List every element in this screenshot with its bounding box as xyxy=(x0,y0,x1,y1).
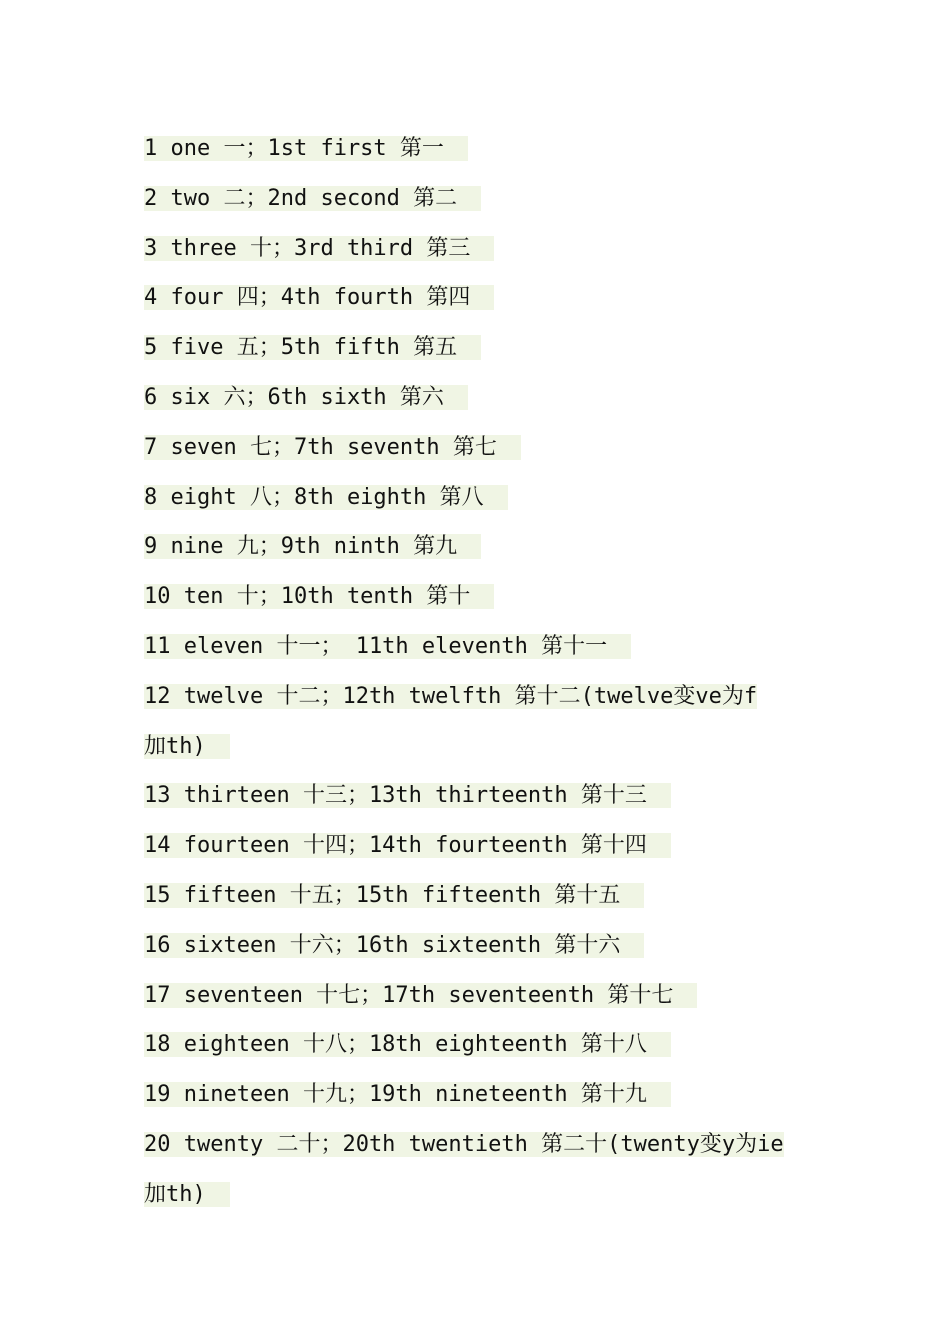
list-line xyxy=(144,373,824,423)
line-text: 加th) xyxy=(144,734,230,759)
line-text: 8 eight 八；8th eighth 第八 xyxy=(144,485,508,510)
line-text: 18 eighteen 十八；18th eighteenth 第十八 xyxy=(144,1032,671,1057)
list-line xyxy=(144,124,824,174)
list-line xyxy=(144,522,824,572)
list-line xyxy=(144,1020,824,1070)
line-text: 9 nine 九；9th ninth 第九 xyxy=(144,534,481,559)
list-line xyxy=(144,622,824,672)
line-text: 1 one 一；1st first 第一 xyxy=(144,136,468,161)
list-line xyxy=(144,572,824,622)
line-text: 16 sixteen 十六；16th sixteenth 第十六 xyxy=(144,933,644,958)
list-line xyxy=(144,1070,824,1120)
list-line xyxy=(144,771,824,821)
line-text: 13 thirteen 十三；13th thirteenth 第十三 xyxy=(144,783,671,808)
list-line xyxy=(144,224,824,274)
line-text: 7 seven 七；7th seventh 第七 xyxy=(144,435,521,460)
line-text: 12 twelve 十二；12th twelfth 第十二(twelve变ve为f xyxy=(144,683,758,709)
list-line xyxy=(144,174,824,224)
line-text: 11 eleven 十一； 11th eleventh 第十一 xyxy=(144,634,631,659)
list-line xyxy=(144,921,824,971)
list-line xyxy=(144,423,824,473)
list-line xyxy=(144,1120,824,1170)
list-line xyxy=(144,273,824,323)
list-line xyxy=(144,672,824,722)
list-line xyxy=(144,971,824,1021)
list-line xyxy=(144,473,824,523)
line-text: 4 four 四；4th fourth 第四 xyxy=(144,285,494,310)
line-text: 10 ten 十；10th tenth 第十 xyxy=(144,584,494,609)
line-text: 20 twenty 二十；20th twentieth 第二十(twenty变y为ie xyxy=(144,1131,784,1157)
line-text: 6 six 六；6th sixth 第六 xyxy=(144,385,468,410)
line-text: 15 fifteen 十五；15th fifteenth 第十五 xyxy=(144,883,644,908)
line-text: 14 fourteen 十四；14th fourteenth 第十四 xyxy=(144,833,671,858)
line-text: 3 three 十；3rd third 第三 xyxy=(144,236,494,261)
line-text: 加th) xyxy=(144,1182,230,1207)
number-list xyxy=(144,124,824,1220)
list-line xyxy=(144,821,824,871)
list-line xyxy=(144,323,824,373)
line-text: 2 two 二；2nd second 第二 xyxy=(144,186,481,211)
line-text: 5 five 五；5th fifth 第五 xyxy=(144,335,481,360)
list-line xyxy=(144,1170,824,1220)
line-text: 17 seventeen 十七；17th seventeenth 第十七 xyxy=(144,983,697,1008)
list-line xyxy=(144,722,824,772)
line-text: 19 nineteen 十九；19th nineteenth 第十九 xyxy=(144,1082,671,1107)
list-line xyxy=(144,871,824,921)
